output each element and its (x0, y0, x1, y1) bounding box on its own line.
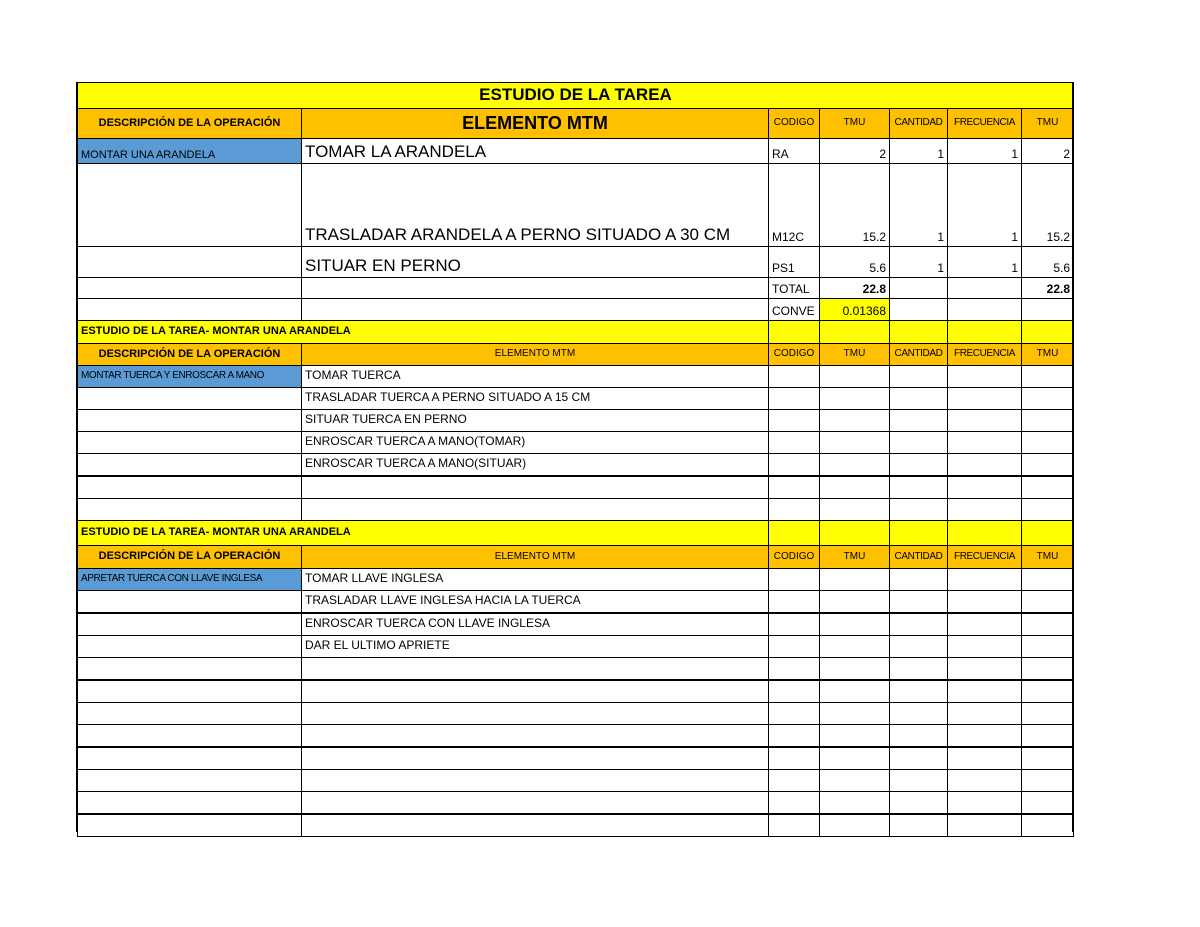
mtm-element[interactable] (301, 747, 769, 770)
empty-cell[interactable] (77, 277, 302, 299)
title-fill-cell[interactable] (768, 520, 820, 546)
header-code[interactable]: CODIGO (768, 108, 820, 139)
operation-description-empty[interactable] (77, 246, 302, 278)
empty-cell[interactable] (889, 613, 948, 636)
section-title[interactable]: ESTUDIO DE LA TAREA- MONTAR UNA ARANDELA (77, 320, 769, 344)
frequency-value[interactable]: 1 (947, 246, 1022, 278)
operation-description[interactable]: MONTAR TUERCA Y ENROSCAR A MANO (77, 365, 302, 388)
empty-cell[interactable] (1021, 769, 1074, 792)
operation-description-empty[interactable] (77, 769, 302, 792)
empty-cell[interactable] (947, 769, 1022, 792)
empty-cell[interactable] (1021, 791, 1074, 814)
tmu-value[interactable]: 15.2 (819, 163, 890, 247)
empty-cell[interactable] (1021, 431, 1074, 454)
empty-cell[interactable] (768, 791, 820, 814)
operation-description-empty[interactable] (77, 476, 302, 499)
title-fill-cell[interactable] (768, 320, 820, 344)
empty-cell[interactable] (301, 277, 769, 299)
empty-cell[interactable] (1021, 365, 1074, 388)
empty-cell[interactable] (768, 498, 820, 521)
tmu-value[interactable]: 5.6 (819, 246, 890, 278)
operation-description-empty[interactable] (77, 680, 302, 703)
table-border (76, 82, 78, 832)
empty-cell[interactable] (1021, 409, 1074, 432)
operation-description-empty[interactable] (77, 814, 302, 837)
empty-cell[interactable] (947, 431, 1022, 454)
header-tmu[interactable]: TMU (819, 545, 890, 569)
mtm-element[interactable] (301, 476, 769, 499)
empty-cell[interactable] (947, 590, 1022, 613)
empty-cell[interactable] (947, 680, 1022, 703)
mtm-element[interactable]: TOMAR LLAVE INGLESA (301, 568, 769, 591)
empty-cell[interactable] (819, 409, 890, 432)
mtm-element[interactable] (301, 702, 769, 725)
empty-cell[interactable] (889, 453, 948, 476)
empty-cell[interactable] (889, 431, 948, 454)
empty-cell[interactable] (768, 476, 820, 499)
operation-description-empty[interactable] (77, 431, 302, 454)
empty-cell[interactable] (889, 791, 948, 814)
mtm-element[interactable]: TRASLADAR ARANDELA A PERNO SITUADO A 30 CM (301, 163, 769, 247)
empty-cell[interactable] (947, 724, 1022, 747)
total-label[interactable]: TOTAL (768, 277, 820, 299)
empty-cell[interactable] (819, 568, 890, 591)
empty-cell[interactable] (768, 387, 820, 410)
empty-cell[interactable] (768, 635, 820, 658)
empty-cell[interactable] (819, 769, 890, 792)
empty-cell[interactable] (889, 590, 948, 613)
header-description[interactable]: DESCRIPCIÓN DE LA OPERACIÓN (77, 545, 302, 569)
frequency-value[interactable]: 1 (947, 163, 1022, 247)
operation-description-empty[interactable] (77, 590, 302, 613)
empty-cell[interactable] (947, 498, 1022, 521)
empty-cell[interactable] (1021, 680, 1074, 703)
empty-cell[interactable] (947, 476, 1022, 499)
mtm-code[interactable]: PS1 (768, 246, 820, 278)
empty-cell[interactable] (768, 769, 820, 792)
empty-cell[interactable] (947, 613, 1022, 636)
title-fill-cell[interactable] (1021, 520, 1074, 546)
empty-cell[interactable] (768, 409, 820, 432)
empty-cell[interactable] (1021, 814, 1074, 837)
empty-cell[interactable] (1021, 590, 1074, 613)
empty-cell[interactable] (1021, 476, 1074, 499)
mtm-element[interactable] (301, 657, 769, 680)
mtm-code[interactable]: RA (768, 138, 820, 164)
mtm-element[interactable]: TRASLADAR TUERCA A PERNO SITUADO A 15 CM (301, 387, 769, 410)
empty-cell[interactable] (819, 814, 890, 837)
header-tmu-total[interactable]: TMU (1021, 108, 1074, 139)
empty-cell[interactable] (819, 387, 890, 410)
title-fill-cell[interactable] (1021, 320, 1074, 344)
mtm-code[interactable]: M12C (768, 163, 820, 247)
table-border (1072, 82, 1074, 832)
header-code[interactable]: CODIGO (768, 545, 820, 569)
empty-cell[interactable] (768, 702, 820, 725)
empty-cell[interactable] (768, 680, 820, 703)
empty-cell[interactable] (768, 814, 820, 837)
operation-description-empty[interactable] (77, 635, 302, 658)
operation-description-empty[interactable] (77, 409, 302, 432)
empty-cell[interactable] (768, 747, 820, 770)
header-quantity[interactable]: CANTIDAD (889, 343, 948, 366)
mtm-element[interactable]: ENROSCAR TUERCA CON LLAVE INGLESA (301, 613, 769, 636)
mtm-element[interactable]: SITUAR TUERCA EN PERNO (301, 409, 769, 432)
title-fill-cell[interactable] (947, 320, 1022, 344)
quantity-value[interactable]: 1 (889, 246, 948, 278)
empty-cell[interactable] (947, 747, 1022, 770)
conversion-value[interactable]: 0.01368 (819, 298, 890, 321)
mtm-element[interactable]: TRASLADAR LLAVE INGLESA HACIA LA TUERCA (301, 590, 769, 613)
empty-cell[interactable] (1021, 702, 1074, 725)
frequency-value[interactable]: 1 (947, 138, 1022, 164)
empty-cell[interactable] (1021, 387, 1074, 410)
empty-cell[interactable] (889, 365, 948, 388)
empty-cell[interactable] (947, 453, 1022, 476)
empty-cell[interactable] (819, 791, 890, 814)
empty-cell[interactable] (819, 657, 890, 680)
tmu-total-value[interactable]: 2 (1021, 138, 1074, 164)
operation-description-empty[interactable] (77, 613, 302, 636)
empty-cell[interactable] (947, 635, 1022, 658)
empty-cell[interactable] (77, 298, 302, 321)
empty-cell[interactable] (768, 568, 820, 591)
empty-cell[interactable] (947, 277, 1022, 299)
header-tmu-total[interactable]: TMU (1021, 545, 1074, 569)
empty-cell[interactable] (889, 769, 948, 792)
title-fill-cell[interactable] (819, 520, 890, 546)
empty-cell[interactable] (819, 365, 890, 388)
empty-cell[interactable] (889, 724, 948, 747)
empty-cell[interactable] (819, 724, 890, 747)
empty-cell[interactable] (889, 747, 948, 770)
empty-cell[interactable] (947, 387, 1022, 410)
empty-cell[interactable] (889, 476, 948, 499)
empty-cell[interactable] (947, 814, 1022, 837)
mtm-element[interactable] (301, 769, 769, 792)
mtm-element[interactable]: TOMAR LA ARANDELA (301, 138, 769, 164)
empty-cell[interactable] (1021, 498, 1074, 521)
mtm-element[interactable] (301, 814, 769, 837)
mtm-element[interactable]: ENROSCAR TUERCA A MANO(TOMAR) (301, 431, 769, 454)
title-fill-cell[interactable] (889, 320, 948, 344)
header-element[interactable]: ELEMENTO MTM (301, 545, 769, 569)
empty-cell[interactable] (301, 298, 769, 321)
empty-cell[interactable] (889, 277, 948, 299)
empty-cell[interactable] (947, 791, 1022, 814)
operation-description[interactable]: MONTAR UNA ARANDELA (77, 138, 302, 164)
empty-cell[interactable] (819, 635, 890, 658)
empty-cell[interactable] (819, 476, 890, 499)
total-value[interactable]: 22.8 (819, 277, 890, 299)
empty-cell[interactable] (768, 657, 820, 680)
header-element[interactable]: ELEMENTO MTM (301, 343, 769, 366)
empty-cell[interactable] (1021, 613, 1074, 636)
empty-cell[interactable] (1021, 453, 1074, 476)
empty-cell[interactable] (819, 590, 890, 613)
mtm-element[interactable]: TOMAR TUERCA (301, 365, 769, 388)
empty-cell[interactable] (768, 453, 820, 476)
total-final-value[interactable]: 22.8 (1021, 277, 1074, 299)
mtm-element[interactable]: SITUAR EN PERNO (301, 246, 769, 278)
empty-cell[interactable] (768, 613, 820, 636)
operation-description-empty[interactable] (77, 724, 302, 747)
empty-cell[interactable] (889, 409, 948, 432)
empty-cell[interactable] (889, 814, 948, 837)
operation-description[interactable]: APRETAR TUERCA CON LLAVE INGLESA (77, 568, 302, 591)
conversion-label[interactable]: CONVE (768, 298, 820, 321)
empty-cell[interactable] (889, 680, 948, 703)
header-frequency[interactable]: FRECUENCIA (947, 545, 1022, 569)
header-description[interactable]: DESCRIPCIÓN DE LA OPERACIÓN (77, 108, 302, 139)
empty-cell[interactable] (889, 657, 948, 680)
empty-cell[interactable] (889, 498, 948, 521)
tmu-value[interactable]: 2 (819, 138, 890, 164)
header-tmu[interactable]: TMU (819, 108, 890, 139)
header-quantity[interactable]: CANTIDAD (889, 545, 948, 569)
empty-cell[interactable] (819, 702, 890, 725)
operation-description-empty[interactable] (77, 791, 302, 814)
empty-cell[interactable] (1021, 635, 1074, 658)
empty-cell[interactable] (947, 365, 1022, 388)
quantity-value[interactable]: 1 (889, 163, 948, 247)
mtm-element[interactable] (301, 791, 769, 814)
operation-description-empty[interactable] (77, 657, 302, 680)
empty-cell[interactable] (947, 568, 1022, 591)
operation-description-empty[interactable] (77, 387, 302, 410)
empty-cell[interactable] (819, 680, 890, 703)
empty-cell[interactable] (819, 613, 890, 636)
empty-cell[interactable] (819, 453, 890, 476)
section-title[interactable]: ESTUDIO DE LA TAREA (77, 82, 1074, 109)
mtm-element[interactable]: DAR EL ULTIMO APRIETE (301, 635, 769, 658)
header-element[interactable]: ELEMENTO MTM (301, 108, 769, 139)
header-tmu-total[interactable]: TMU (1021, 343, 1074, 366)
empty-cell[interactable] (768, 724, 820, 747)
empty-cell[interactable] (819, 498, 890, 521)
empty-cell[interactable] (947, 298, 1022, 321)
empty-cell[interactable] (947, 657, 1022, 680)
operation-description-empty[interactable] (77, 702, 302, 725)
empty-cell[interactable] (819, 747, 890, 770)
empty-cell[interactable] (768, 365, 820, 388)
mtm-element[interactable] (301, 498, 769, 521)
empty-cell[interactable] (1021, 747, 1074, 770)
operation-description-empty[interactable] (77, 747, 302, 770)
empty-cell[interactable] (889, 298, 948, 321)
header-quantity[interactable]: CANTIDAD (889, 108, 948, 139)
header-code[interactable]: CODIGO (768, 343, 820, 366)
section-title[interactable]: ESTUDIO DE LA TAREA- MONTAR UNA ARANDELA (77, 520, 769, 546)
operation-description-empty[interactable] (77, 498, 302, 521)
mtm-element[interactable]: ENROSCAR TUERCA A MANO(SITUAR) (301, 453, 769, 476)
operation-description-empty[interactable] (77, 163, 302, 247)
title-fill-cell[interactable] (889, 520, 948, 546)
tmu-total-value[interactable]: 5.6 (1021, 246, 1074, 278)
empty-cell[interactable] (947, 702, 1022, 725)
empty-cell[interactable] (889, 635, 948, 658)
empty-cell[interactable] (768, 590, 820, 613)
header-tmu[interactable]: TMU (819, 343, 890, 366)
empty-cell[interactable] (1021, 724, 1074, 747)
quantity-value[interactable]: 1 (889, 138, 948, 164)
empty-cell[interactable] (1021, 657, 1074, 680)
title-fill-cell[interactable] (947, 520, 1022, 546)
empty-cell[interactable] (947, 409, 1022, 432)
mtm-element[interactable] (301, 680, 769, 703)
empty-cell[interactable] (889, 568, 948, 591)
empty-cell[interactable] (1021, 568, 1074, 591)
empty-cell[interactable] (889, 387, 948, 410)
header-frequency[interactable]: FRECUENCIA (947, 343, 1022, 366)
empty-cell[interactable] (1021, 298, 1074, 321)
operation-description-empty[interactable] (77, 453, 302, 476)
tmu-total-value[interactable]: 15.2 (1021, 163, 1074, 247)
empty-cell[interactable] (889, 702, 948, 725)
mtm-element[interactable] (301, 724, 769, 747)
empty-cell[interactable] (768, 431, 820, 454)
header-description[interactable]: DESCRIPCIÓN DE LA OPERACIÓN (77, 343, 302, 366)
title-fill-cell[interactable] (819, 320, 890, 344)
header-frequency[interactable]: FRECUENCIA (947, 108, 1022, 139)
empty-cell[interactable] (819, 431, 890, 454)
